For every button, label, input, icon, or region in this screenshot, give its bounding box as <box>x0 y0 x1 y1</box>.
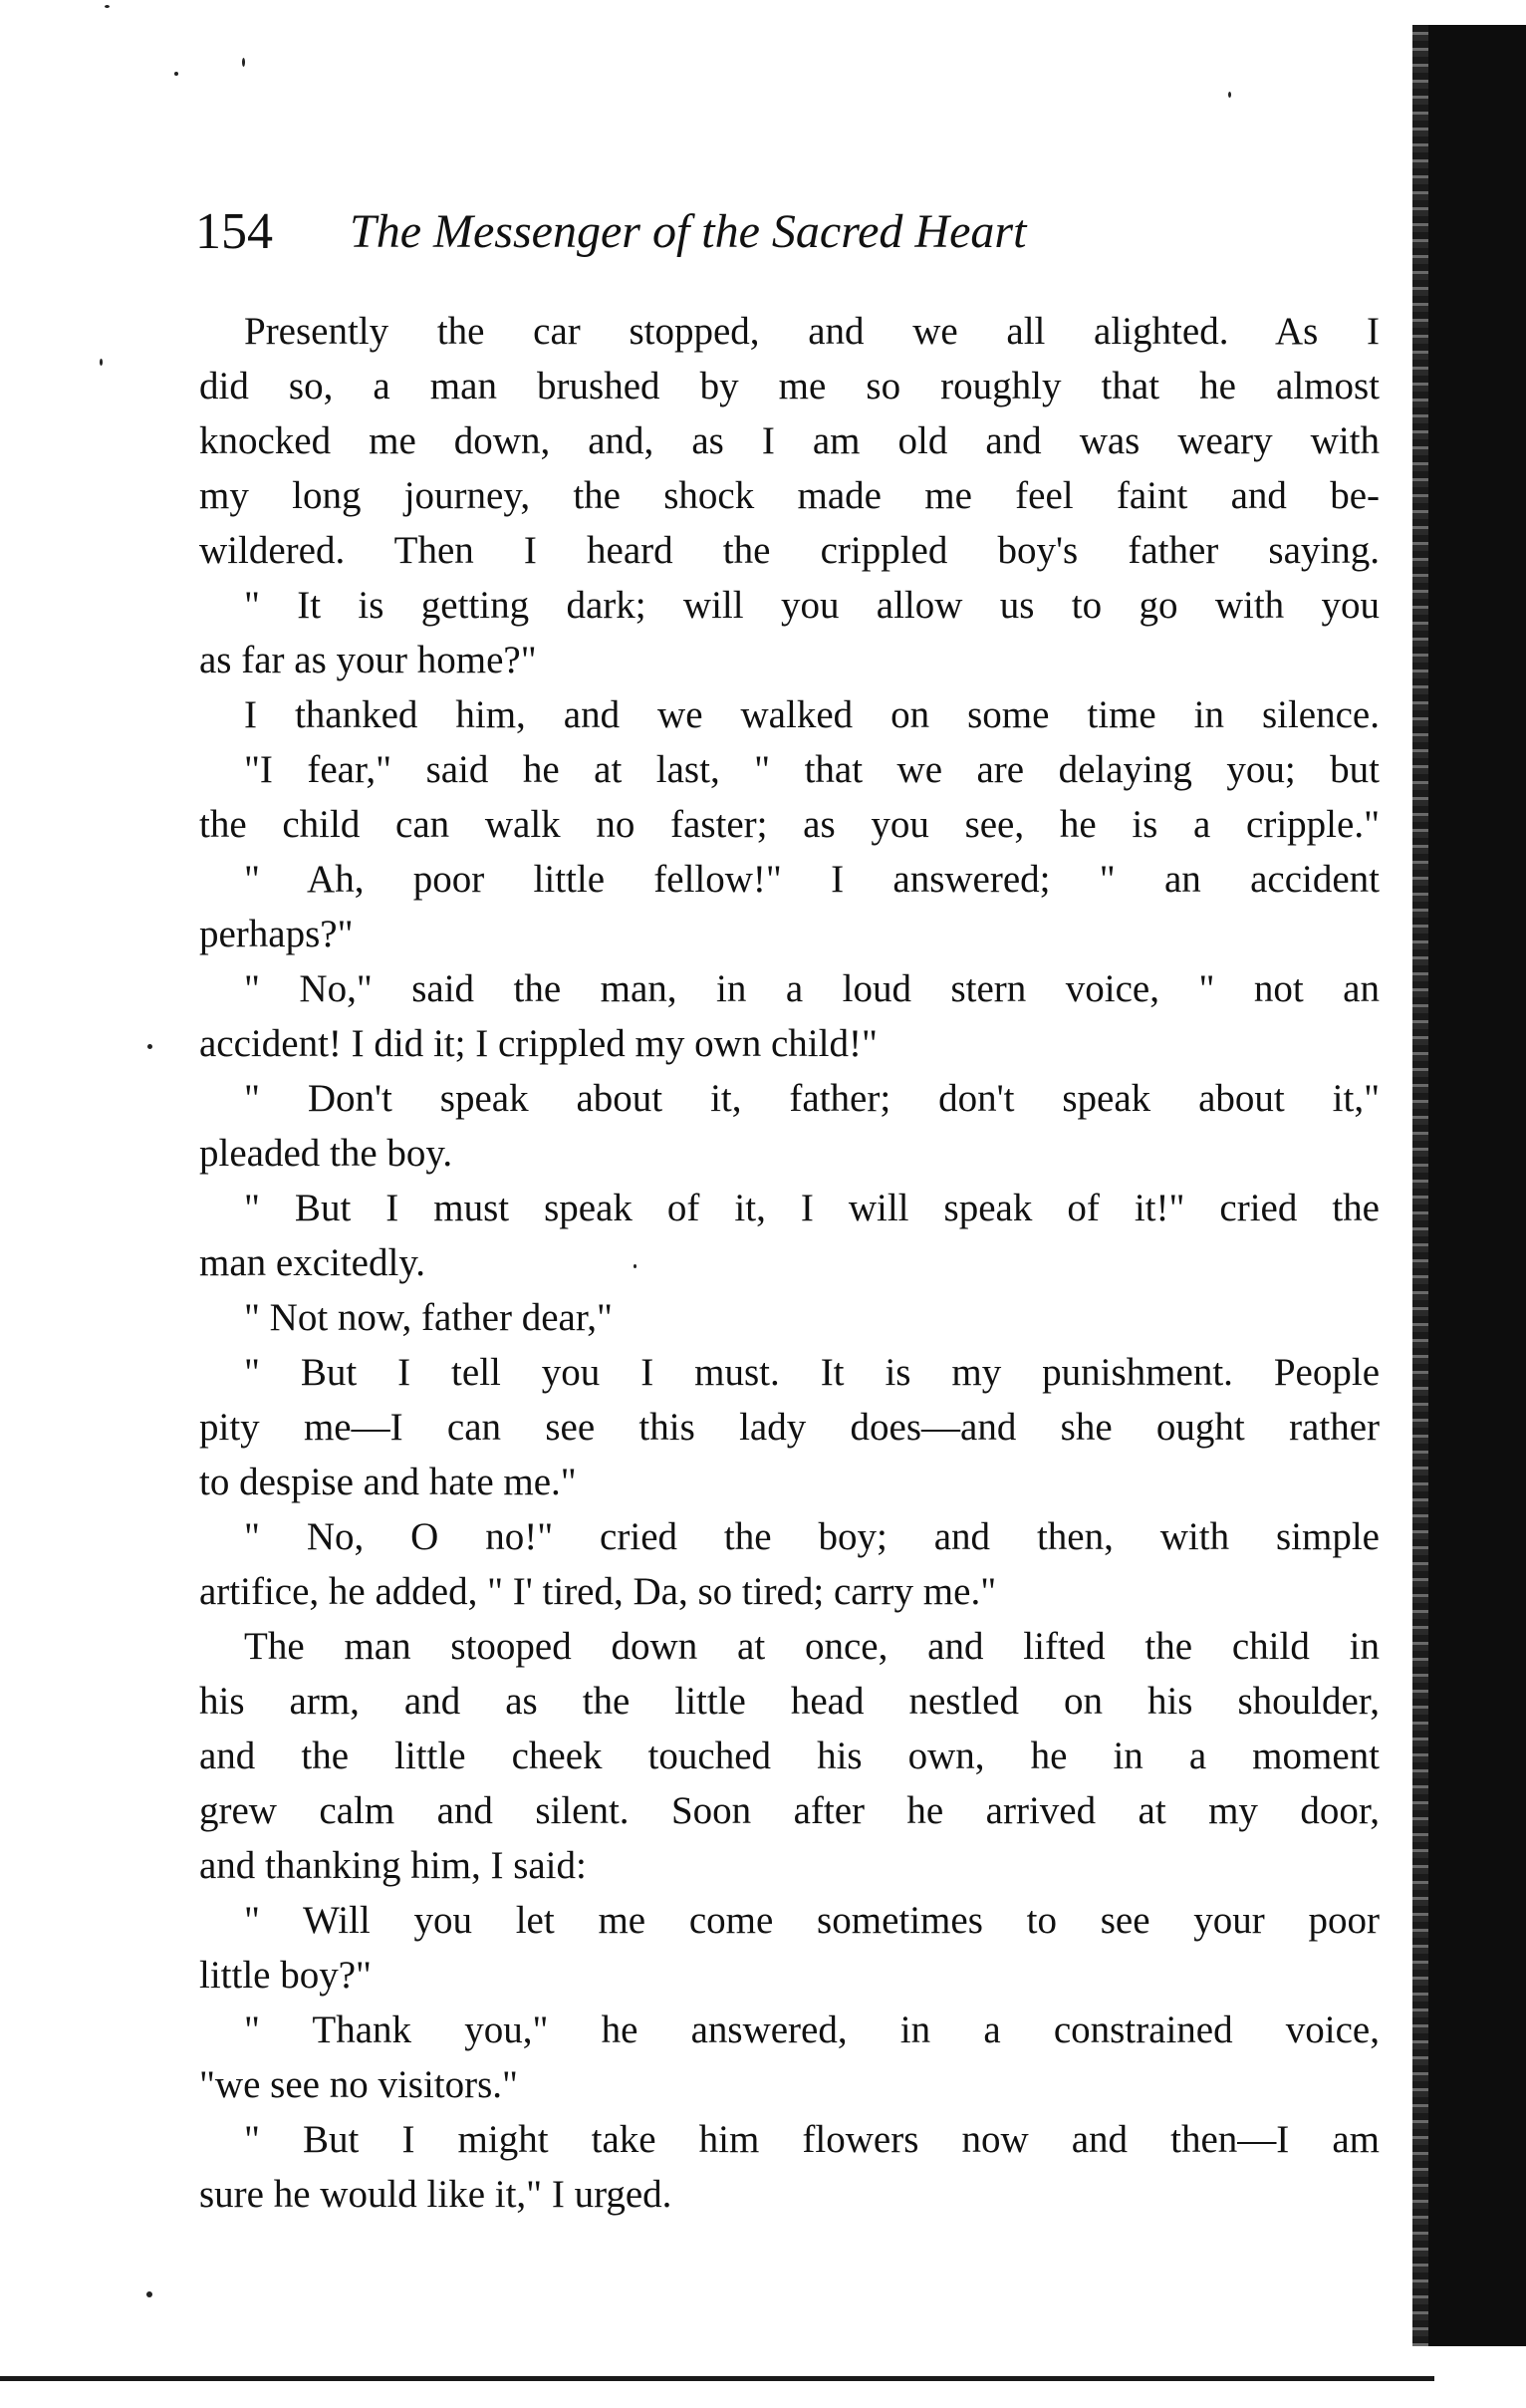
text-line: " But I must speak of it, I will speak of it!" cried the <box>244 1187 1380 1229</box>
text-line: "we see no visitors." <box>199 2063 518 2106</box>
text-line: man excitedly. <box>199 1241 426 1284</box>
running-head <box>195 197 1291 267</box>
ink-speck <box>105 5 110 8</box>
text-line: the child can walk no faster; as you see, he is a cripple." <box>199 803 1380 846</box>
text-line: Presently the car stopped, and we all alighted. As I <box>244 310 1380 353</box>
text-line: " Will you let me come sometimes to see your poor <box>244 1899 1380 1942</box>
text-line: " Thank you," he answered, in a constrained voice, <box>244 2008 1380 2051</box>
text-line: grew calm and silent. Soon after he arrived at my door, <box>199 1789 1380 1832</box>
body-text <box>199 304 1380 2222</box>
book-spine-edge <box>1412 25 1428 2346</box>
text-line: and the little cheek touched his own, he in a moment <box>199 1735 1380 1777</box>
text-line: knocked me down, and, as I am old and was weary with <box>199 419 1380 462</box>
ink-speck <box>100 359 103 366</box>
text-line: I thanked him, and we walked on some time in silence. <box>244 693 1380 736</box>
text-line: " But I tell you I must. It is my punishment. People <box>244 1351 1380 1394</box>
text-line: " But I might take him flowers now and then—I am <box>244 2118 1380 2161</box>
page-bottom-rule <box>0 2376 1434 2381</box>
text-line: pleaded the boy. <box>199 1132 453 1175</box>
ink-speck <box>174 72 178 76</box>
page-number: 154 <box>195 203 273 260</box>
text-line: The man stooped down at once, and lifted the child in <box>244 1625 1380 1668</box>
text-line: sure he would like it," I urged. <box>199 2173 672 2216</box>
text-line: " No," said the man, in a loud stern voice, " not an <box>244 967 1380 1010</box>
text-line: and thanking him, I said: <box>199 1844 587 1887</box>
text-line: accident! I did it; I crippled my own child!" <box>199 1022 878 1065</box>
text-line: "I fear," said he at last, " that we are delaying you; but <box>244 748 1380 791</box>
text-line: artifice, he added, " I' tired, Da, so tired; carry me." <box>199 1570 997 1613</box>
running-title: The Messenger of the Sacred Heart <box>350 205 1027 258</box>
book-spine-shadow <box>1424 25 1526 2346</box>
text-line: as far as your home?" <box>199 639 537 681</box>
text-line: to despise and hate me." <box>199 1461 577 1503</box>
text-line: his arm, and as the little head nestled on his shoulder, <box>199 1680 1380 1723</box>
text-line: " Not now, father dear," <box>244 1296 613 1339</box>
ink-speck <box>1228 92 1231 98</box>
ink-speck <box>147 1044 152 1049</box>
text-line: did so, a man brushed by me so roughly that he almost <box>199 365 1380 407</box>
text-line: " Don't speak about it, father; don't speak about it," <box>244 1077 1380 1120</box>
ink-speck <box>242 58 245 67</box>
text-line: wildered. Then I heard the crippled boy's father saying. <box>199 529 1380 572</box>
text-line: little boy?" <box>199 1954 372 1997</box>
text-line: " No, O no!" cried the boy; and then, with simple <box>244 1515 1380 1558</box>
text-line: my long journey, the shock made me feel faint and be- <box>199 474 1380 517</box>
text-line: pity me—I can see this lady does—and she ought rather <box>199 1406 1380 1449</box>
ink-speck <box>146 2291 152 2297</box>
text-line: " Ah, poor little fellow!" I answered; " an accident <box>244 858 1380 901</box>
text-line: perhaps?" <box>199 913 354 955</box>
text-line: " It is getting dark; will you allow us to go with you <box>244 584 1380 627</box>
